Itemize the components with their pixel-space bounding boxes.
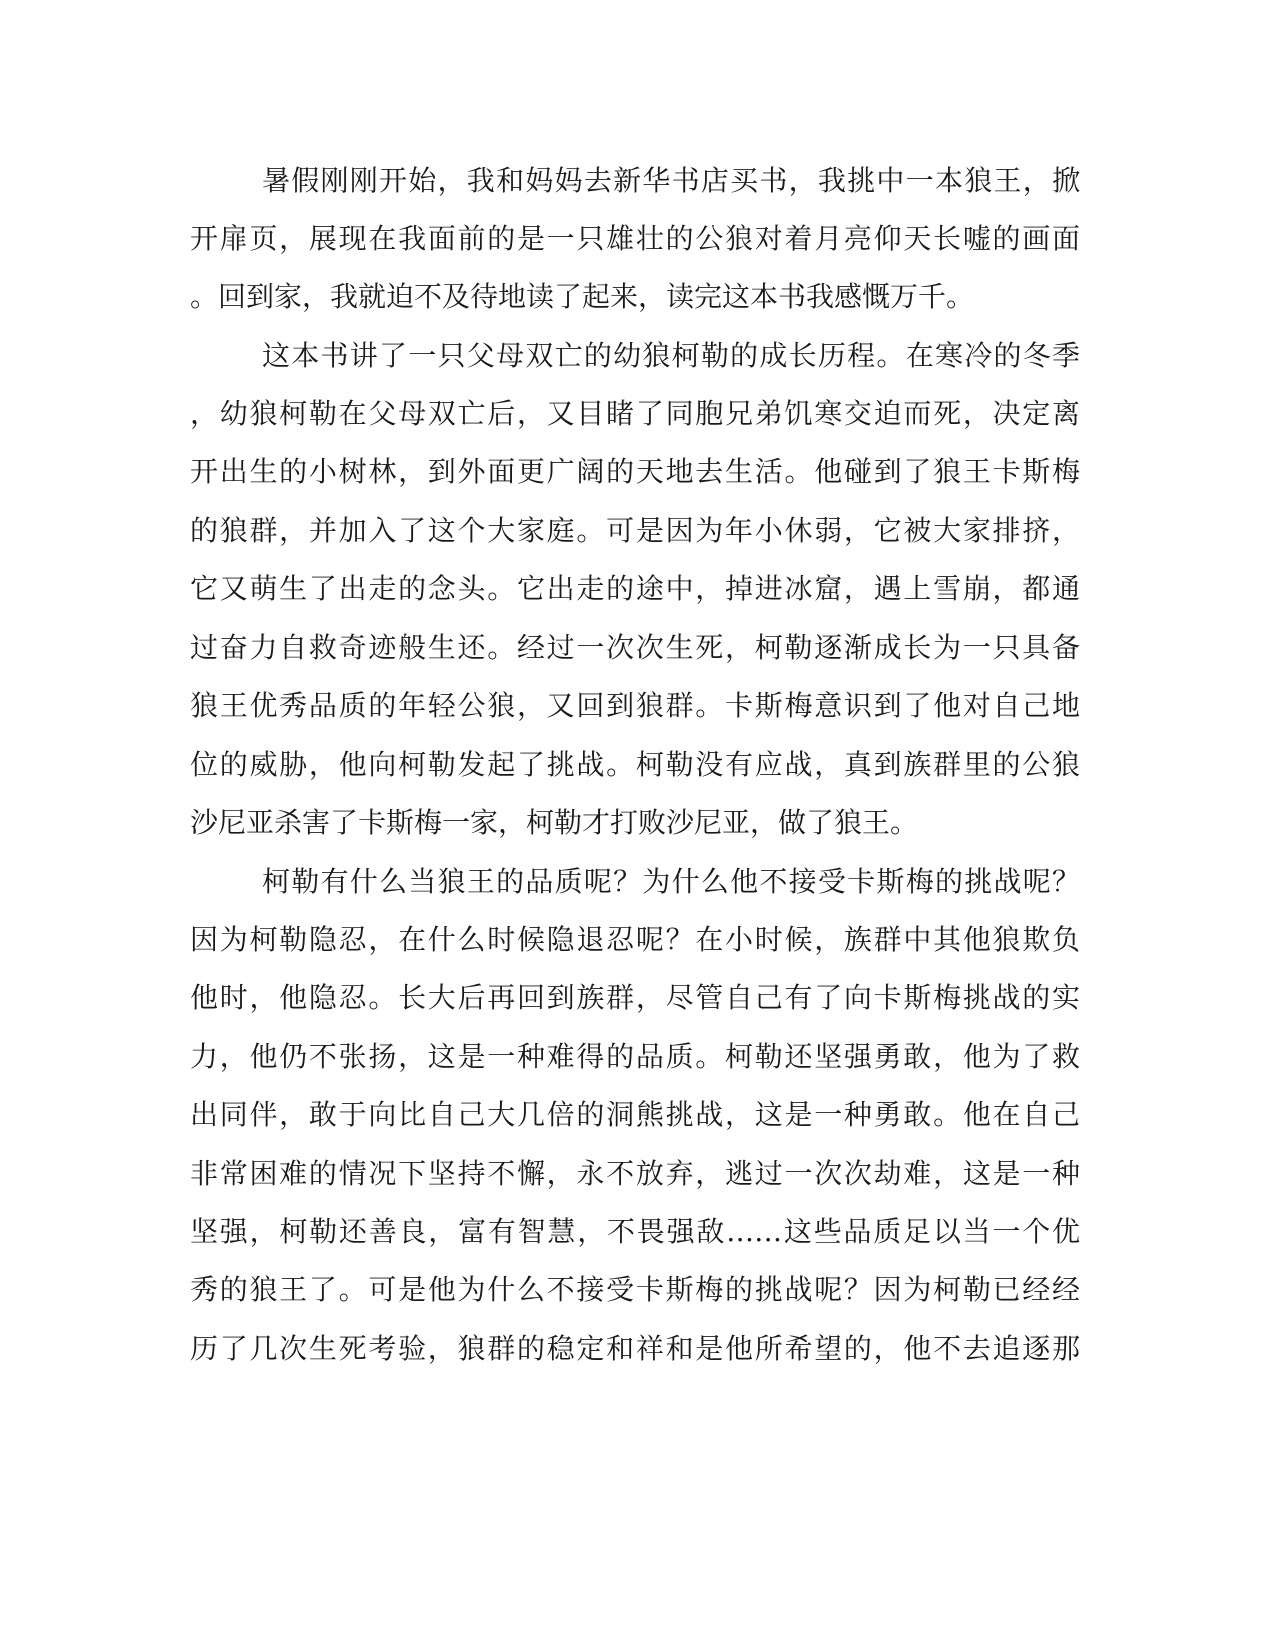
paragraph-3-line-2: 因为柯勒隐忍，在什么时候隐退忍呢？在小时候，族群中其他狼欺负 [190, 923, 1080, 956]
paragraph-2-line-7: 狼王优秀品质的年轻公狼，又回到狼群。卡斯梅意识到了他对自己地 [190, 689, 1080, 722]
paragraph-3-line-7: 坚强，柯勒还善良，富有智慧，不畏强敌……这些品质足以当一个优 [190, 1215, 1080, 1248]
paragraph-3-line-4: 力，他仍不张扬，这是一种难得的品质。柯勒还坚强勇敢，他为了救 [190, 1040, 1080, 1073]
paragraph-2-line-1: 这本书讲了一只父母双亡的幼狼柯勒的成长历程。在寒冷的冬季 [262, 339, 1080, 372]
paragraph-3-line-6: 非常困难的情况下坚持不懈，永不放弃，逃过一次次劫难，这是一种 [190, 1157, 1080, 1190]
paragraph-3-line-8: 秀的狼王了。可是他为什么不接受卡斯梅的挑战呢？因为柯勒已经经 [190, 1273, 1080, 1306]
paragraph-2-line-5: 它又萌生了出走的念头。它出走的途中，掉进冰窟，遇上雪崩，都通 [190, 572, 1080, 605]
paragraph-2-line-8: 位的威胁，他向柯勒发起了挑战。柯勒没有应战，真到族群里的公狼 [190, 748, 1080, 781]
paragraph-1-line-3: 。回到家，我就迫不及待地读了起来，读完这本书我感慨万千。 [190, 280, 975, 313]
paragraph-2-line-2: ，幼狼柯勒在父母双亡后，又目睹了同胞兄弟饥寒交迫而死，决定离 [190, 397, 1080, 430]
paragraph-2-line-6: 过奋力自救奇迹般生还。经过一次次生死，柯勒逐渐成长为一只具备 [190, 631, 1080, 664]
paragraph-2-line-4: 的狼群，并加入了这个大家庭。可是因为年小休弱，它被大家排挤， [190, 514, 1080, 547]
paragraph-1-line-1: 暑假刚刚开始，我和妈妈去新华书店买书，我挑中一本狼王，掀 [262, 164, 1080, 197]
paragraph-3-line-9: 历了几次生死考验，狼群的稳定和祥和是他所希望的，他不去追逐那 [190, 1332, 1080, 1365]
paragraph-2-line-3: 开出生的小树林，到外面更广阔的天地去生活。他碰到了狼王卡斯梅 [190, 455, 1080, 488]
paragraph-3-line-3: 他时，他隐忍。长大后再回到族群，尽管自己有了向卡斯梅挑战的实 [190, 981, 1080, 1014]
paragraph-2-line-9: 沙尼亚杀害了卡斯梅一家，柯勒才打败沙尼亚，做了狼王。 [190, 806, 919, 839]
paragraph-3-line-5: 出同伴，敢于向比自己大几倍的洞熊挑战，这是一种勇敢。他在自己 [190, 1098, 1080, 1131]
paragraph-1-line-2: 开扉页，展现在我面前的是一只雄壮的公狼对着月亮仰天长嘘的画面 [190, 222, 1080, 255]
paragraph-3-line-1: 柯勒有什么当狼王的品质呢？为什么他不接受卡斯梅的挑战呢？ [262, 865, 1080, 898]
